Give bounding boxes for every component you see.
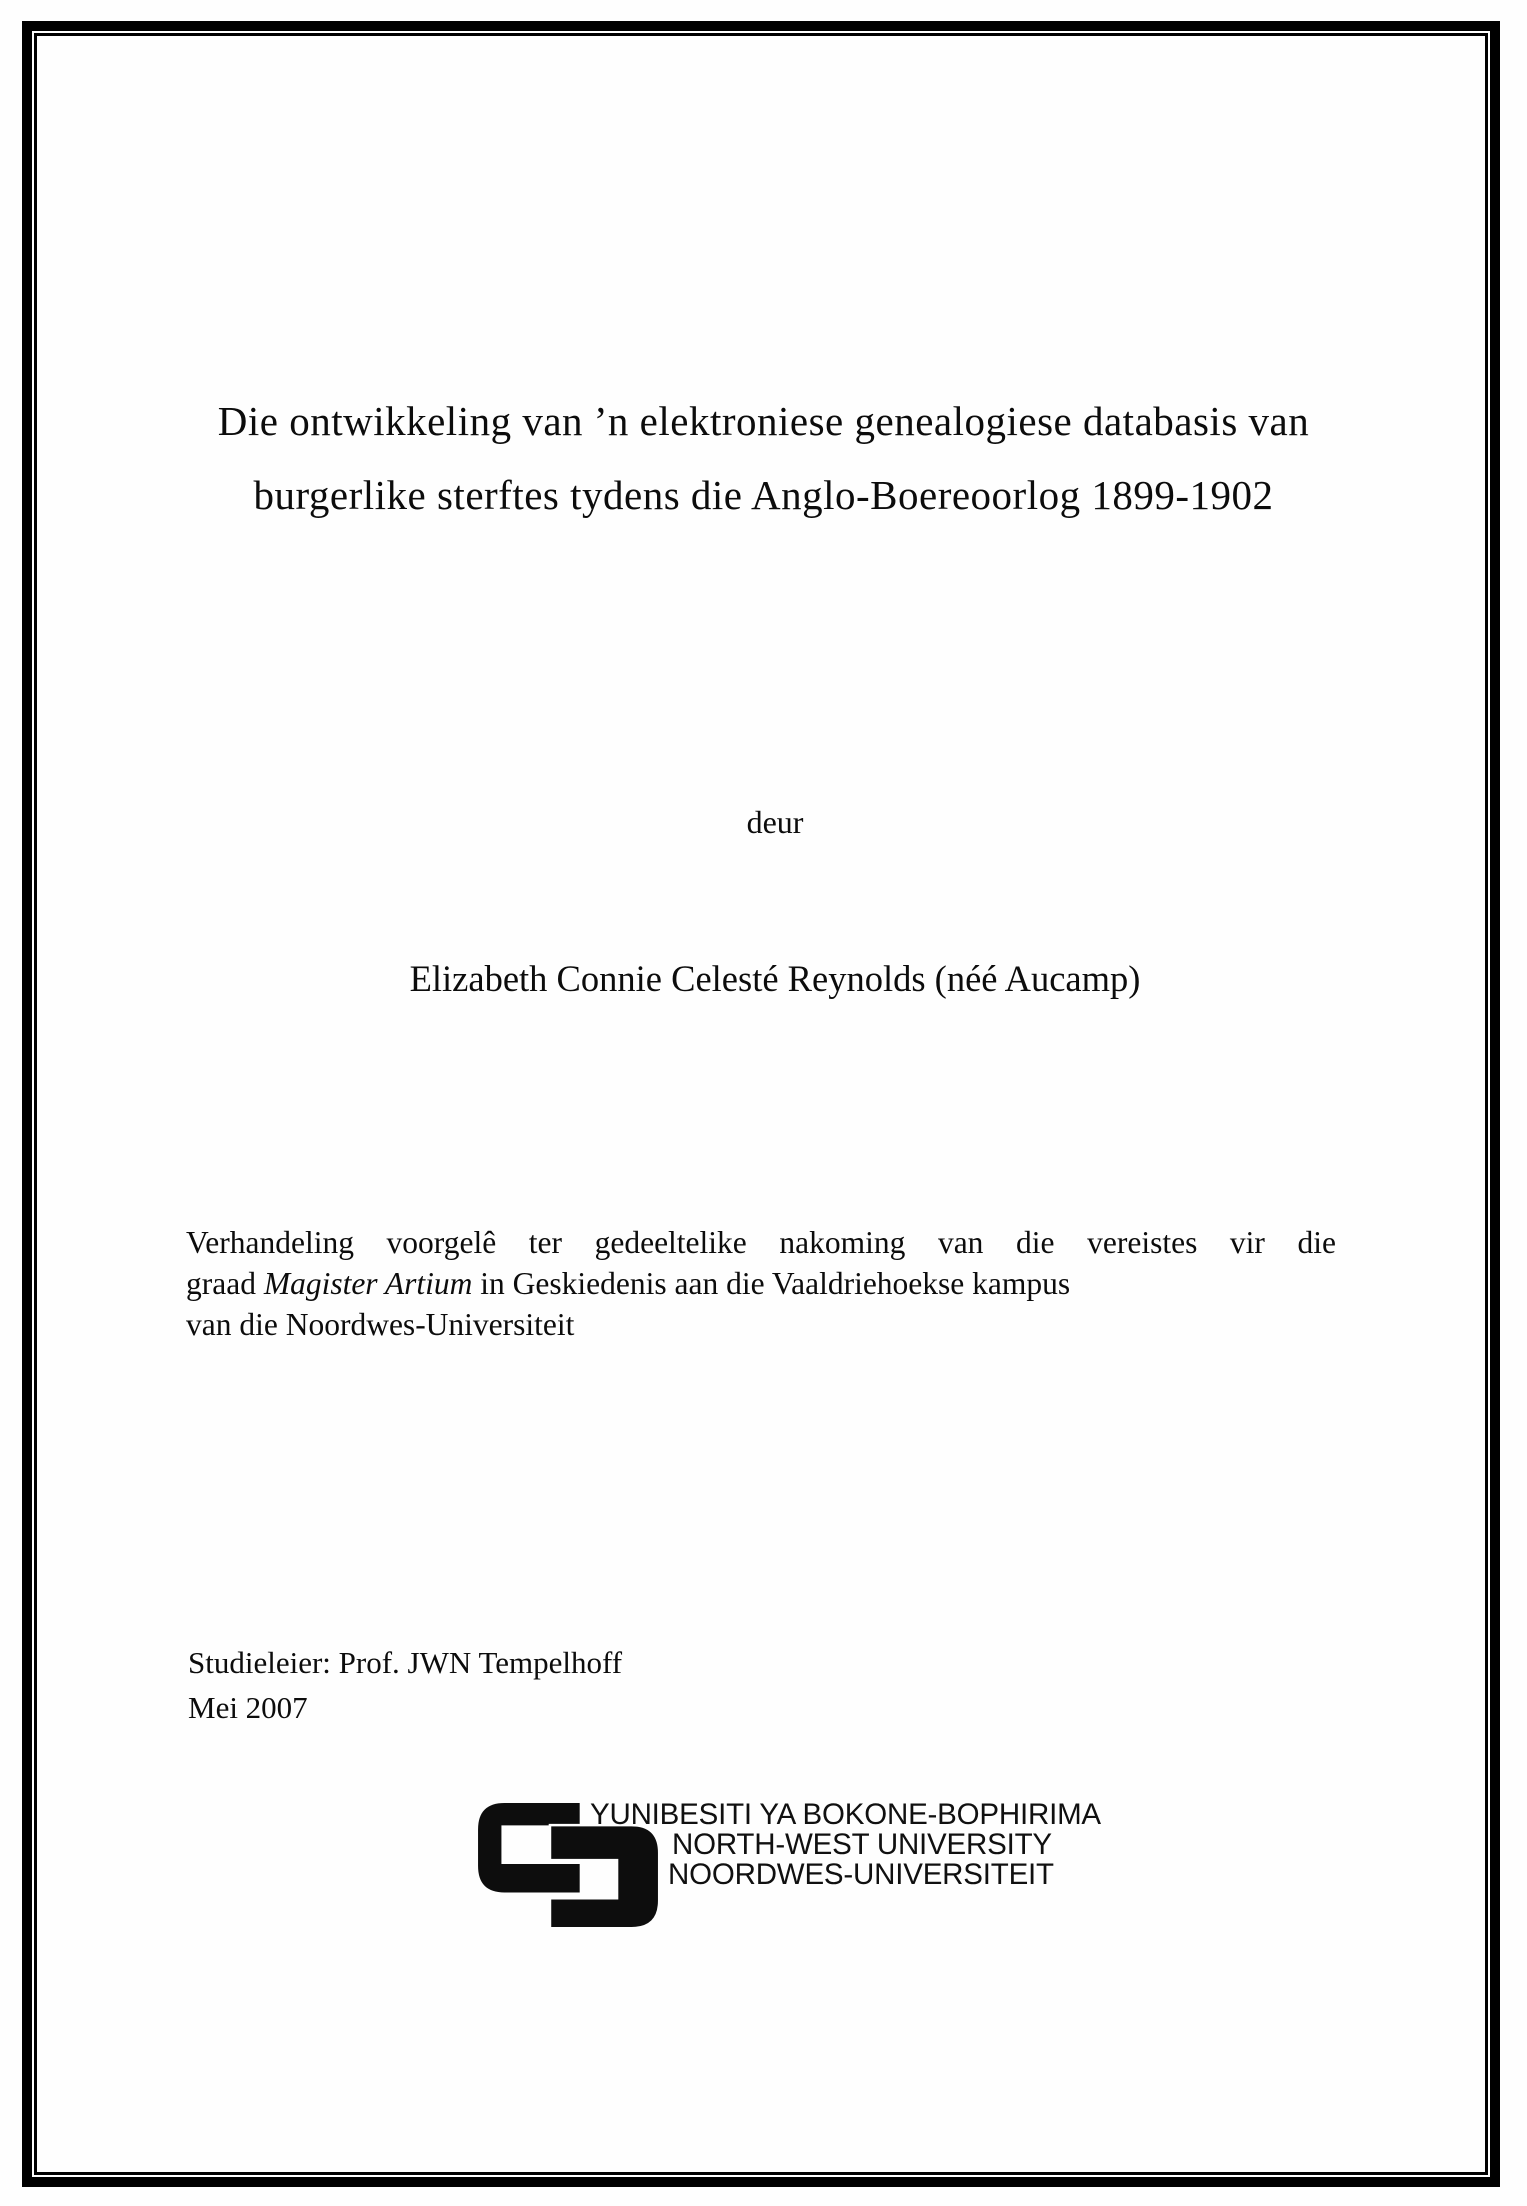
thesis-title-line1: Die ontwikkeling van ’n elektroniese genealogiese databasis van — [217, 398, 1310, 444]
logo-text-english: NORTH-WEST UNIVERSITY — [672, 1828, 1052, 1861]
supervisor-line: Studieleier: Prof. JWN Tempelhoff — [188, 1645, 623, 1680]
author-name: Elizabeth Connie Celesté Reynolds (néé Aucamp) — [409, 958, 1141, 999]
degree-statement-line2-post: in Geskiedenis aan die Vaaldriehoekse kampus — [472, 1266, 1071, 1301]
degree-statement-line1: Verhandeling voorgelê ter gedeeltelike nakoming van die vereistes vir die — [186, 1225, 1336, 1260]
byline-label: deur — [746, 804, 804, 840]
university-logo — [478, 1796, 1138, 1941]
thesis-title-line2: burgerlike sterftes tydens die Anglo-Boereoorlog 1899-1902 — [253, 472, 1274, 518]
supervisor-block — [188, 1640, 622, 1730]
degree-statement-line3: van die Noordwes-Universiteit — [186, 1307, 575, 1342]
degree-title-italic: Magister Artium — [263, 1266, 473, 1301]
thesis-title — [180, 384, 1347, 532]
degree-statement-line2-pre: graad — [186, 1266, 264, 1301]
logo-text-setswana: YUNIBESITI YA BOKONE-BOPHIRIMA — [590, 1798, 1101, 1831]
logo-text-afrikaans: NOORDWES-UNIVERSITEIT — [668, 1858, 1054, 1891]
degree-statement — [186, 1222, 1336, 1345]
degree-statement-line2 — [186, 1263, 1336, 1304]
date-line: Mei 2007 — [188, 1690, 308, 1725]
